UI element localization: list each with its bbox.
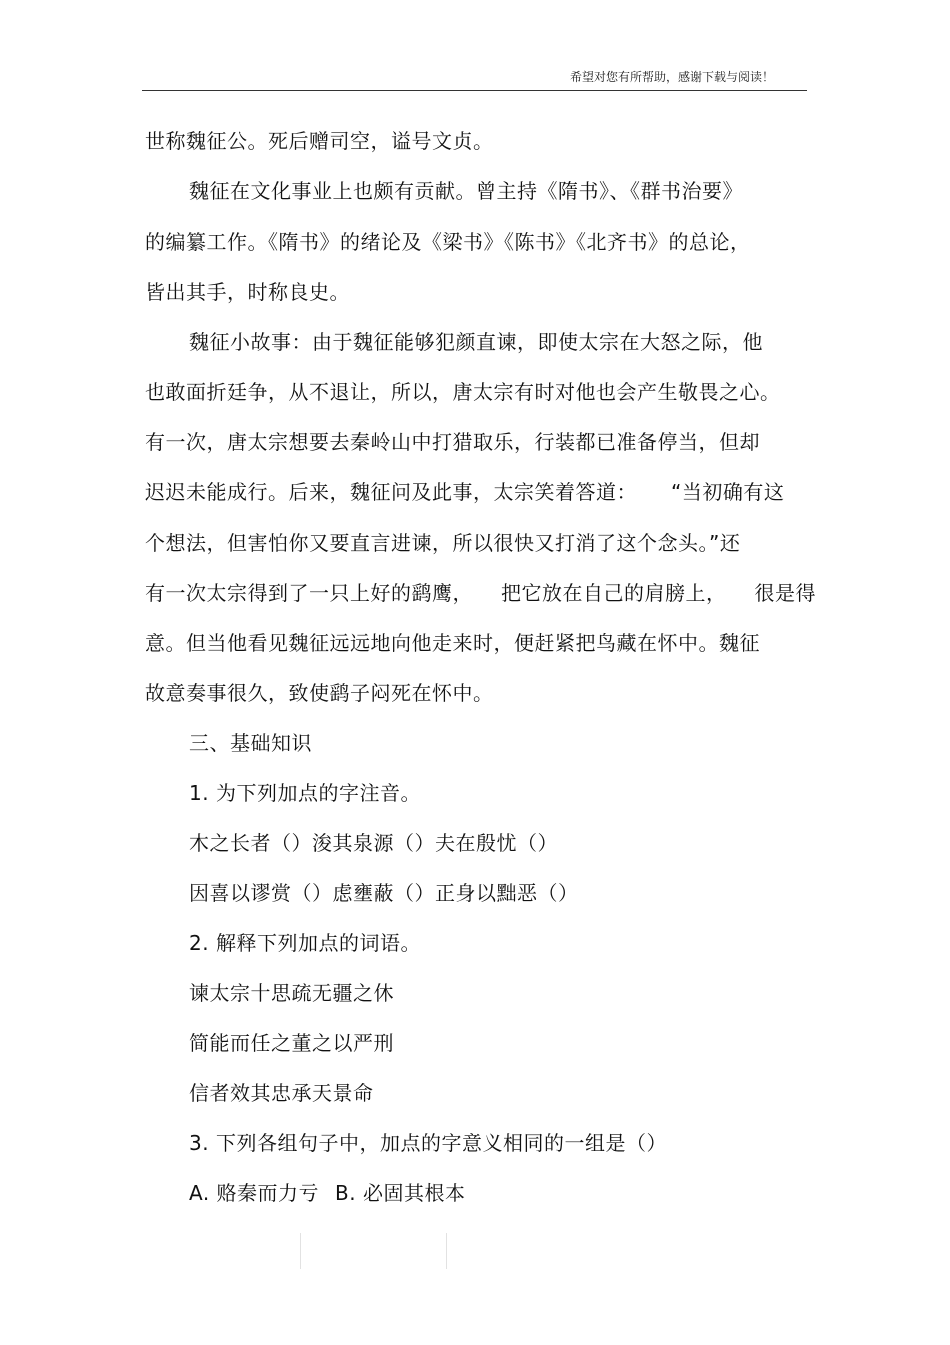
text-line-12: 故意奏事很久，致使鹞子闷死在怀中。	[145, 681, 494, 705]
text-line-7: 有一次，唐太宗想要去秦岭山中打猎取乐，行装都已准备停当，但却	[145, 430, 760, 454]
option-a: A. 赂秦而力亏	[189, 1181, 320, 1205]
question-1: 1. 为下列加点的字注音。	[189, 781, 421, 805]
text-line-8-part-b: “当初确有这	[671, 480, 785, 504]
text-line-10	[145, 579, 816, 607]
text-line-10-part-c: 很是得	[754, 581, 816, 605]
text-line-1: 世称魏征公。死后赠司空，谥号文贞。	[145, 129, 494, 153]
text-line-10-part-b: 把它放在自己的肩膀上，	[501, 581, 727, 605]
text-line-11: 意。但当他看见魏征远远地向他走来时，便赶紧把鸟藏在怀中。魏征	[145, 631, 760, 655]
question-1-items-b: 因喜以谬赏（）虑壅蔽（）正身以黜恶（）	[189, 881, 579, 905]
question-2-item-1: 谏太宗十思疏无疆之休	[189, 981, 394, 1005]
question-3: 3. 下列各组句子中，加点的字意义相同的一组是（）	[189, 1131, 667, 1155]
header-note: 希望对您有所帮助，感谢下载与阅读！	[569, 70, 774, 84]
faint-divider-left	[300, 1233, 301, 1269]
faint-divider-right	[446, 1233, 447, 1269]
header-divider	[142, 90, 807, 91]
text-line-2: 魏征在文化事业上也颇有贡献。曾主持《隋书》、《群书治要》	[189, 179, 743, 203]
text-line-5: 魏征小故事：由于魏征能够犯颜直谏，即使太宗在大怒之际，他	[189, 330, 763, 354]
question-1-items-a: 木之长者（）浚其泉源（）夫在殷忧（）	[189, 831, 558, 855]
section-heading: 三、基础知识	[189, 731, 312, 755]
text-line-8-part-a: 迟迟未能成行。后来，魏征问及此事，太宗笑着答道：	[145, 480, 637, 504]
text-line-6: 也敢面折廷争，从不退让，所以，唐太宗有时对他也会产生敬畏之心。	[145, 380, 781, 404]
question-2-item-3: 信者效其忠承天景命	[189, 1081, 374, 1105]
text-line-4: 皆出其手，时称良史。	[145, 280, 350, 304]
question-2-item-2: 简能而任之董之以严刑	[189, 1031, 394, 1055]
question-2: 2. 解释下列加点的词语。	[189, 931, 421, 955]
text-line-9: 个想法，但害怕你又要直言进谏，所以很快又打消了这个念头。”还	[145, 531, 741, 555]
option-b: B. 必固其根本	[335, 1181, 466, 1205]
text-line-3: 的编纂工作。《隋书》的绪论及《梁书》《陈书》《北齐书》的总论，	[145, 230, 751, 254]
text-line-8	[145, 478, 784, 506]
text-line-10-part-a: 有一次太宗得到了一只上好的鹞鹰，	[145, 581, 473, 605]
question-3-options	[189, 1179, 465, 1207]
